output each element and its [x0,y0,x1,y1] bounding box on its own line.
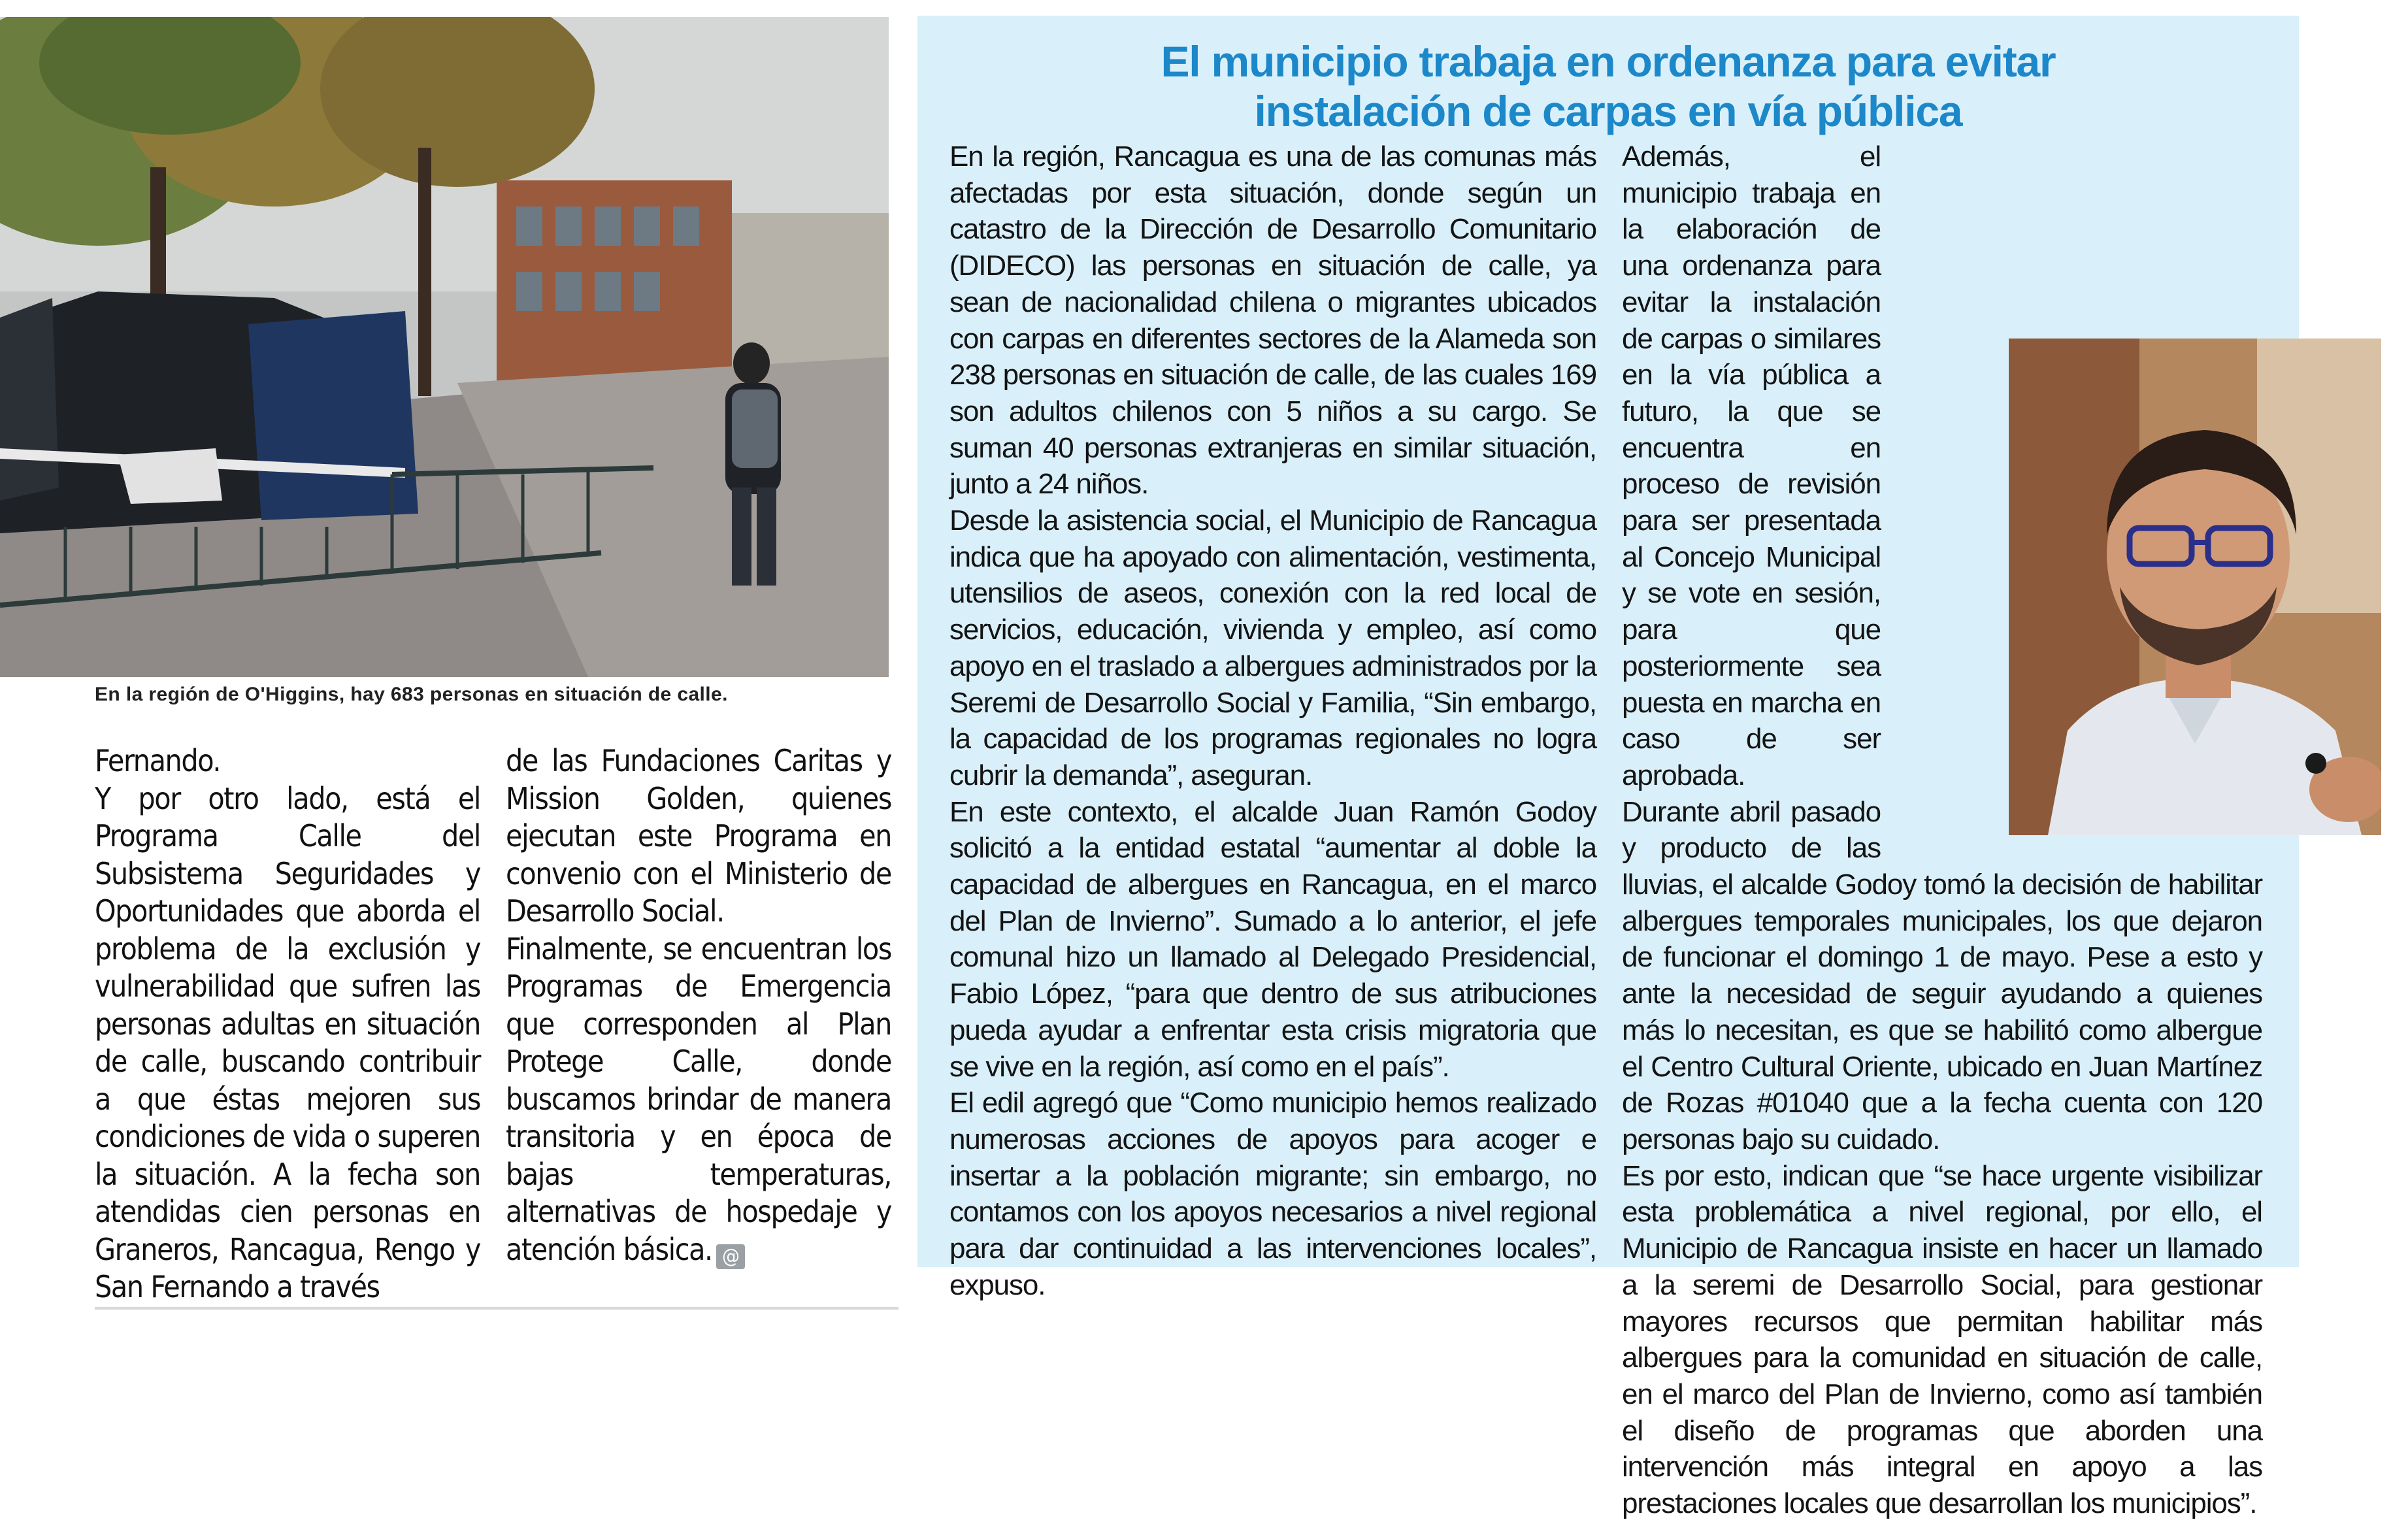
paragraph: Además, el municipio trabaja en la elaboración de una ordenanza para evitar la instalación de carpas o similares en la vía pública a futuro, la que se encuentra en proceso de revisión para ser presentada al Concejo Municipal y se vote en sesión, para que posteriormente sea puesta en marcha en caso de ser aprobada. [1622,141,1881,791]
street-photo-illustration [0,17,889,677]
paragraph: Desde la asistencia social, el Municipio de Rancagua indica que ha apoyado con alimentación, vestimenta, utensilios de aseos, conexión con la red local de servicios, educación, vivienda y empleo, así como apoyo en el traslado a albergues administrados por la Seremi de Desarrollo Social y Familia, “Sin embargo, la capacidad de los programas regionales no logra cubrir la demanda”, aseguran. [949,505,1596,791]
article-headline [917,37,2299,136]
bottom-divider [95,1307,899,1310]
left-column-2 [506,742,891,1269]
headline-line-2: instalación de carpas en vía pública [1254,87,1962,135]
paragraph: En la región, Rancagua es una de las comunas más afectadas por esta situación, donde según un catastro de la Dirección de Desarrollo Comunitario (DIDECO) las personas en situación de calle, ya sean de nacionalidad chilena o migrantes ubicados con carpas en diferentes sectores de la Alameda son 238 personas en situación de calle, de las cuales 169 son adultos chilenos con 5 niños a su cargo. Se suman 40 personas extranjeras en similar situación, junto a 24 niños. [949,141,1596,501]
paragraph: Es por esto, indican que “se hace urgente visibilizar esta problemática a nivel regional, por ello, el Municipio de Rancagua insiste en hacer un llamado a la seremi de Desarrollo Social, para gestionar mayores recursos que permitan habilitar más albergues para la comunidad en situación de calle, en el marco del Plan de Invierno, como así también el diseño de programas que aborden una intervención más integral en apoyo a las prestaciones locales que desarrollan los municipios”. [1622,1159,2262,1520]
portrait-illustration [2009,339,2381,835]
paragraph-text: Finalmente, se encuentran los Programas de Emergencia que corresponden al Plan Protege Calle, donde buscamos brindar de manera transitoria y en época de bajas temperaturas, alternativas de hospedaje y atención básica. [506,931,891,1267]
headline-line-1: El municipio trabaja en ordenanza para evitar [1161,37,2056,86]
street-photo [0,17,889,677]
paragraph: Durante abril pasado y producto de las lluvias, el alcalde Godoy tomó la decisión de habilitar albergues temporales municipales, los que dejaron de funcionar el domingo 1 de mayo. Pese a esto y ante la necesidad de seguir ayudando a quienes más lo necesitan, es que se habilitó como albergue el Centro Cultural Oriente, ubicado en Juan Martínez de Rozas #01040 que a la fecha cuenta con 120 personas bajo su cuidado. [1622,795,2262,1155]
photo-caption: En la región de O'Higgins, hay 683 personas en situación de calle. [95,684,728,705]
paragraph: Y por otro lado, está el Programa Calle del Subsistema Seguridades y Oportunidades que aborda el problema de la exclusión y vulnerabilidad que sufren las personas adultas en situación de calle, buscando contribuir a que éstas mejoren sus condiciones de vida o superen la situación. A la fecha son atendidas cien personas en Graneros, Rancagua, Rengo y San Fernando a través [95,780,480,1304]
article-column-1 [949,139,1596,1304]
paragraph: de las Fundaciones Caritas y Mission Golden, quienes ejecutan este Programa en convenio con el Ministerio de Desarrollo Social. [506,743,891,929]
paragraph: Fernando. [95,743,221,778]
end-mark-icon: @ [716,1244,745,1269]
mayor-portrait-photo [2009,339,2381,835]
paragraph: En este contexto, el alcalde Juan Ramón Godoy solicitó a la entidad estatal “aumentar al doble la capacidad de albergues en Rancagua, en el marco del Plan de Invierno”. Sumado a lo anterior, el jefe comunal hizo un llamado al Delegado Presidencial, Fabio López, “para que dentro de sus atribuciones pueda ayudar a enfrentar esta crisis migratoria que se vive en la región, así como en el país”. [949,795,1596,1083]
left-column-1 [95,742,480,1306]
paragraph [506,931,891,1269]
paragraph: El edil agregó que “Como municipio hemos realizado numerosas acciones de apoyos para acoger e insertar a la población migrante; sin embargo, no contamos con los apoyos necesarios a nivel regional para dar continuidad a las intervenciones locales”, expuso. [949,1087,1596,1301]
